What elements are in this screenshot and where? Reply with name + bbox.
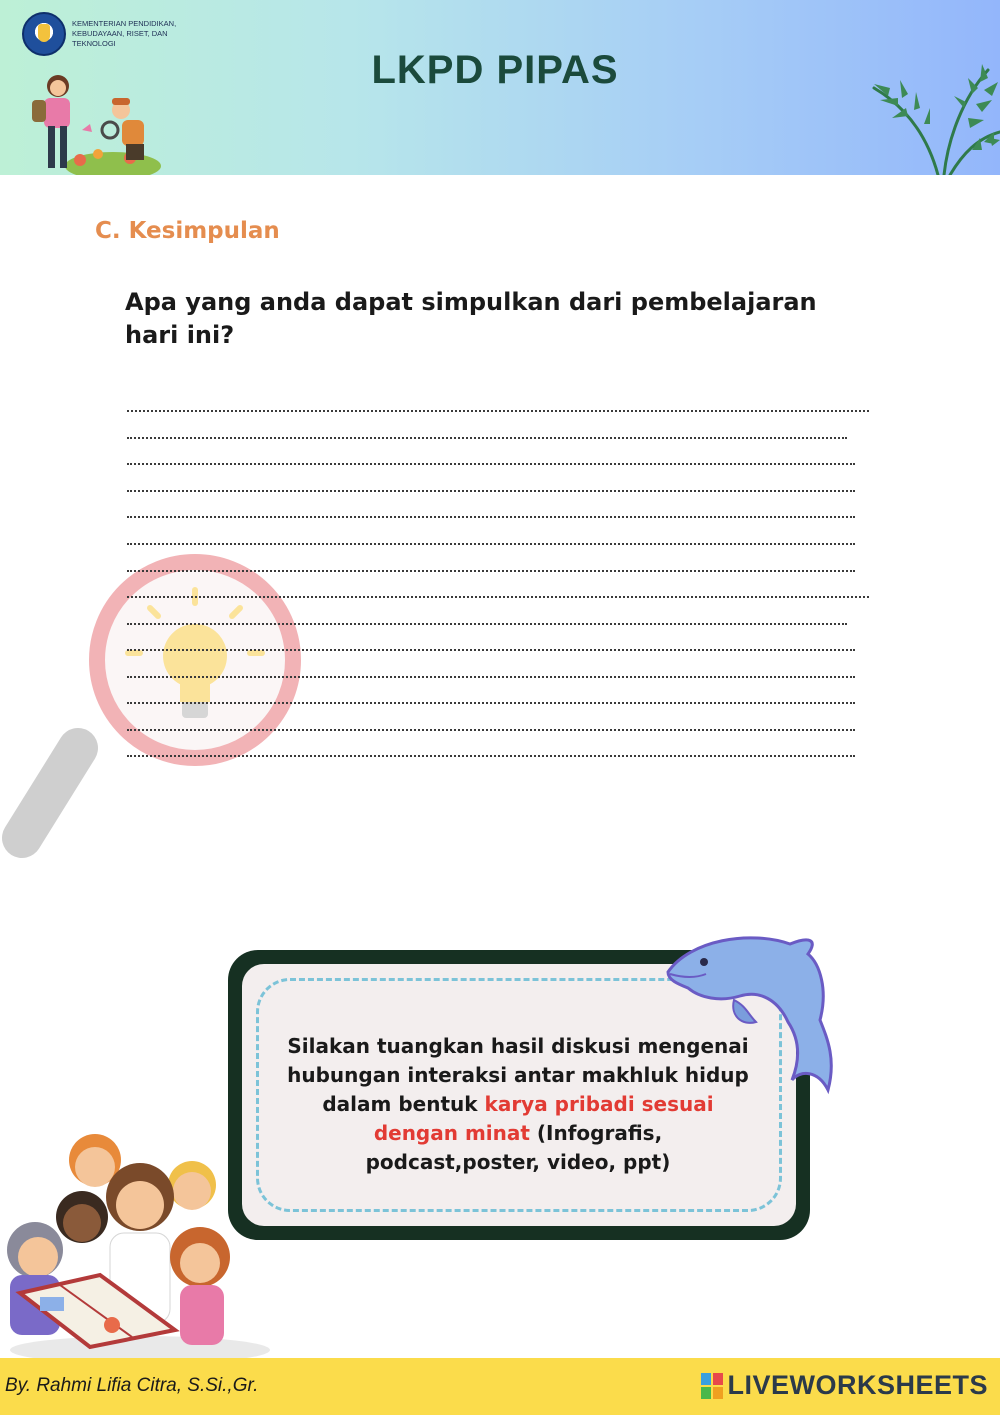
section-heading: C. Kesimpulan xyxy=(95,218,280,244)
author-credit: By. Rahmi Lifia Citra, S.Si.,Gr. xyxy=(5,1375,259,1396)
answer-input[interactable] xyxy=(127,402,872,762)
question-text: Apa yang anda dapat simpulkan dari pembelajaran hari ini? xyxy=(125,288,817,349)
document-title: LKPD PIPAS xyxy=(371,48,619,92)
liveworksheets-brand[interactable] xyxy=(701,1370,988,1401)
highlight-text: karya pribadi sesuai xyxy=(484,1092,714,1116)
highlight-text: dengan minat xyxy=(373,1121,530,1145)
children-reading-illustration xyxy=(0,1125,280,1365)
answer-area xyxy=(127,402,872,762)
liveworksheets-logo-icon xyxy=(701,1373,723,1399)
ministry-name: KEMENTERIAN PENDIDIKAN, KEBUDAYAAN, RISET, DAN TEKNOLOGI xyxy=(72,19,177,48)
footer-bar xyxy=(0,1358,1000,1415)
palm-leaves-icon xyxy=(868,58,1000,175)
instruction-text: Silakan tuangkan hasil diskusi mengenai hubungan interaksi antar makhluk hidup dalam bentuk karya pribadi sesuai dengan minat (Infografis, podcast,poster, video, ppt) xyxy=(287,1034,749,1174)
brand-name: LIVEWORKSHEETS xyxy=(727,1370,988,1400)
header-banner xyxy=(0,0,1000,175)
dolphin-icon xyxy=(660,930,840,1110)
